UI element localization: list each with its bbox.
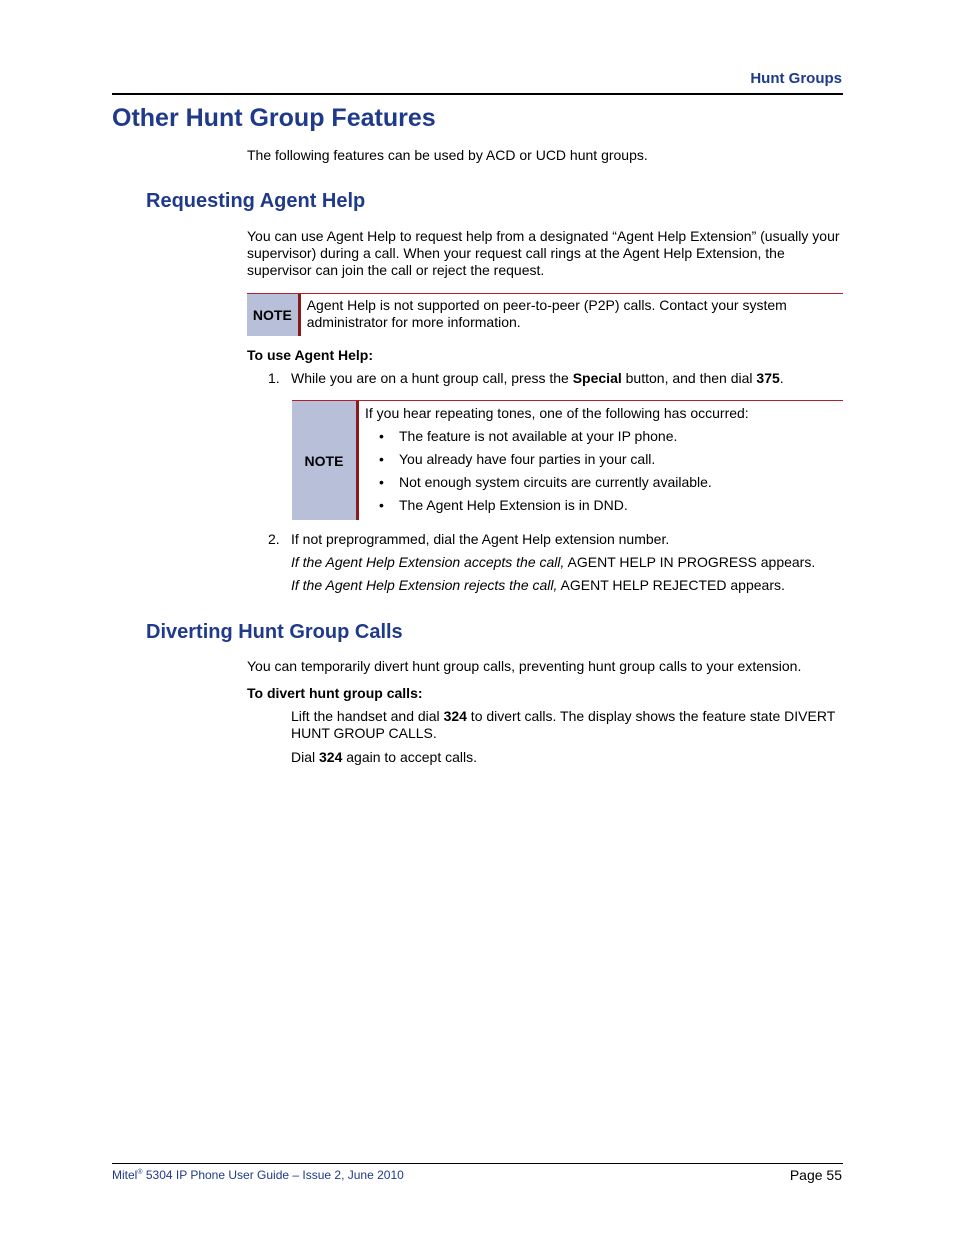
registered-mark: ® [137,1169,143,1176]
step-number-2: 2. [268,531,280,547]
step-1-middle: button, and then dial [621,370,757,386]
accept-display: AGENT HELP IN PROGRESS appears. [564,554,816,570]
divert-paragraph: You can temporarily divert hunt group calls, preventing hunt group calls to your extension. [247,658,802,674]
special-key-name: Special [572,370,622,386]
section-heading-divert: Diverting Hunt Group Calls [146,621,403,643]
accept-condition: If the Agent Help Extension accepts the call, [291,554,565,570]
note-text: Agent Help is not supported on peer-to-peer (P2P) calls. Contact your system administrator for more information. [306,297,787,330]
step-2-text: If not preprogrammed, dial the Agent Help extension number. [291,531,670,547]
running-header: Hunt Groups [750,70,842,87]
footer-brand: Mitel [112,1168,138,1182]
note-box-tones [292,400,843,520]
page-title: Other Hunt Group Features [112,104,436,132]
page-number: Page 55 [789,1167,842,1183]
note-box-p2p [247,293,843,336]
step-2-reject-result [291,577,785,594]
divert-step-2-after: again to accept calls. [342,749,478,765]
dial-code-324: 324 [319,749,343,765]
reject-condition: If the Agent Help Extension rejects the call, [291,577,558,593]
divert-step-1 [291,708,843,742]
reject-display: AGENT HELP REJECTED appears. [557,577,785,593]
section-heading-agent-help: Requesting Agent Help [146,190,366,212]
bullet-item: • You already have four parties in your call. [365,451,749,468]
step-1-before: While you are on a hunt group call, press the [291,370,573,386]
note-label: NOTE [247,294,301,336]
divert-step-1-after: to divert calls. The display shows the feature state DIVERT HUNT GROUP CALLS. [291,708,835,741]
footer-guide-title [112,1168,404,1182]
procedure-title-agent-help: To use Agent Help: [247,347,373,363]
step-1-text [291,370,784,387]
divert-step-2-before: Dial [291,749,320,765]
footer-rule [112,1163,843,1164]
step-number-1: 1. [268,370,280,386]
tones-bullet-list [365,428,749,514]
agent-help-paragraph: You can use Agent Help to request help from a designated “Agent Help Extension” (usually your supervisor) during a call. When your request call rings at the Agent Help Extension, the supervisor can join the call or reject the request. [247,228,840,278]
note-label: NOTE [292,401,359,520]
intro-paragraph: The following features can be used by ACD or UCD hunt groups. [247,147,648,163]
step-1-after: . [779,370,784,386]
bullet-item: • The feature is not available at your IP phone. [365,428,749,445]
divert-step-1-before: Lift the handset and dial [291,708,444,724]
note-tones-body [359,401,749,520]
bullet-item: • Not enough system circuits are currently available. [365,474,749,491]
bullet-item: • The Agent Help Extension is in DND. [365,497,749,514]
header-rule [112,93,843,95]
dial-code-375: 375 [756,370,780,386]
step-2-accept-result [291,554,815,571]
footer-guide-text: 5304 IP Phone User Guide – Issue 2, June 2010 [142,1168,404,1182]
note-tones-intro: If you hear repeating tones, one of the following has occurred: [365,405,749,421]
divert-step-2 [291,749,477,766]
dial-code-324: 324 [443,708,467,724]
procedure-title-divert: To divert hunt group calls: [247,685,423,701]
